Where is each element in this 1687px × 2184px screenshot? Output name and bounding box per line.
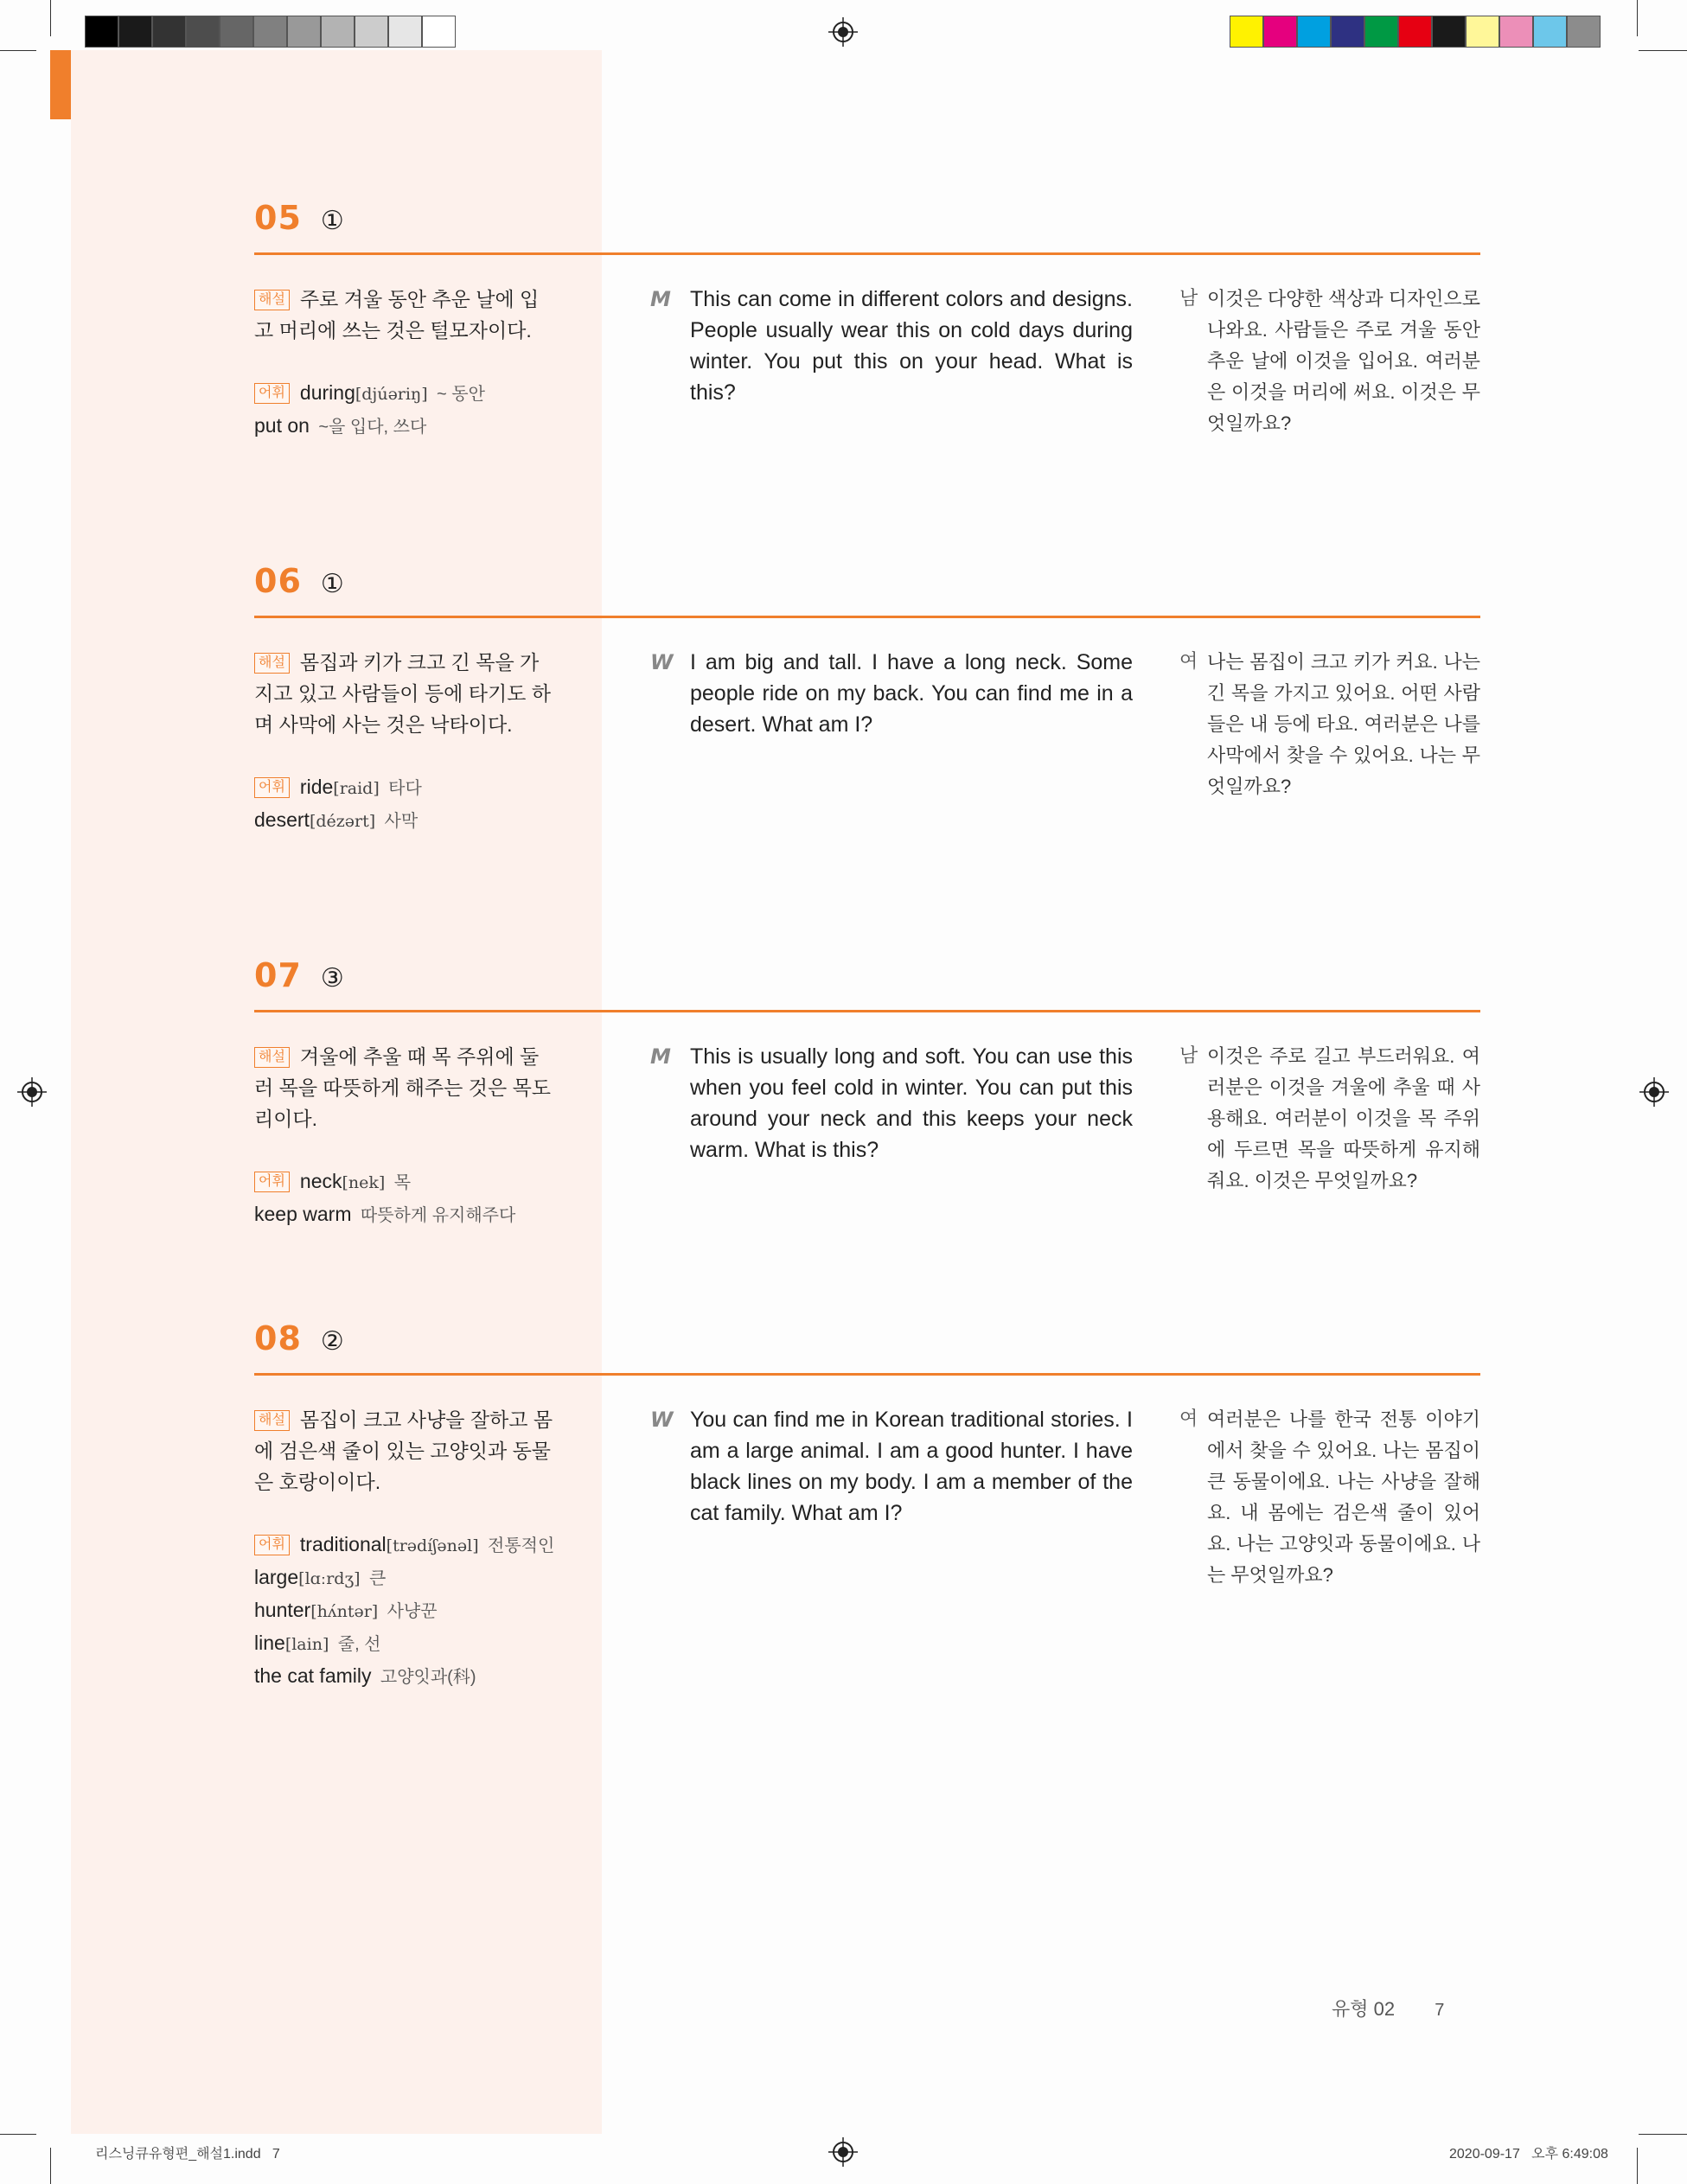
explanation [254,647,555,740]
korean-translation: 나는 몸집이 크고 키가 커요. 나는 긴 목을 가지고 있어요. 어떤 사람들은 내 등에 타요. 여러분은 나를 사막에서 찾을 수 있어요. 나는 무엇일까요? [1207,651,1480,797]
vocab-list [254,1529,566,1693]
vocab-word: traditional [299,1533,387,1555]
crop-mark [0,50,36,51]
vocab-word: hunter [254,1599,311,1621]
registration-mark-icon [17,1077,47,1107]
korean-translation: 이것은 다양한 색상과 디자인으로 나와요. 사람들은 주로 겨울 동안 추운 날에 이것을 입어요. 여러분은 이것을 머리에 써요. 이것은 무엇일까요? [1207,288,1480,434]
registration-mark-icon [828,17,858,47]
explanation-text: 주로 겨울 동안 추운 날에 입고 머리에 쓰는 것은 털모자이다. [254,288,540,342]
registration-mark-icon [1639,1077,1669,1107]
vocab-word: line [254,1632,285,1654]
footer-page-number: 7 [1435,2001,1445,2020]
vocab-meaning: ~을 입다, 쓰다 [318,418,427,437]
explanation-badge: 해설 [254,653,290,674]
vocab-list [254,1165,566,1231]
vocab-entry [254,1165,566,1198]
slug-file-name: 리스닝큐유형편_해설1.indd 7 [95,2147,280,2162]
korean-speaker-label: 여 [1179,650,1198,672]
vocab-meaning: 줄, 선 [337,1635,381,1654]
color-swatch [1364,16,1398,48]
crop-mark [50,0,51,36]
color-swatch [422,16,456,48]
question-divider [254,616,1480,618]
vocab-meaning: 사냥꾼 [387,1602,438,1621]
korean-speaker-label: 남 [1179,287,1198,309]
registration-mark-icon [828,2137,858,2167]
vocab-pronunciation: [lain] [284,1635,329,1654]
korean-translation: 이것은 주로 길고 부드러워요. 여러분은 이것을 겨울에 추울 때 사용해요. 여러분이 이것을 목 주위에 두르면 목을 따뜻하게 유지해줘요. 이것은 무엇일까요? [1207,1045,1480,1191]
vocab-word: during [299,381,355,404]
color-swatch [118,16,152,48]
color-swatch [85,16,118,48]
crop-mark [1637,0,1638,36]
vocab-word: the cat family [254,1664,372,1687]
explanation-text: 몸집이 크고 사냥을 잘하고 몸에 검은색 줄이 있는 고양잇과 동물은 호랑이이다. [254,1408,553,1493]
color-swatch [1432,16,1466,48]
explanation [254,1404,555,1498]
explanation-text: 몸집과 키가 크고 긴 목을 가지고 있고 사람들이 등에 타기도 하며 사막에 사는 것은 낙타이다. [254,651,552,736]
korean-speaker-label: 여 [1179,1408,1198,1429]
answer-choice: ① [320,207,344,235]
color-swatch [186,16,220,48]
color-swatch [287,16,321,48]
vocab-entry [254,377,566,410]
vocab-list [254,377,566,443]
vocab-pronunciation: [dézərt] [309,812,376,831]
question-number: 05 [254,199,302,237]
vocab-pronunciation: [nek] [342,1173,386,1192]
question-header [254,956,344,994]
explanation [254,284,555,346]
vocab-pronunciation: [djúəriŋ] [355,385,428,404]
vocab-badge: 어휘 [254,1172,290,1192]
crop-mark [1637,2148,1638,2184]
question-number: 07 [254,956,302,994]
explanation-badge: 해설 [254,290,290,310]
vocab-word: neck [299,1170,342,1192]
question-header [254,199,344,237]
vocab-list [254,771,566,837]
vocab-meaning: 전통적인 [488,1536,555,1555]
listening-script: You can find me in Korean traditional stories. I am a large animal. I am a good hunter. I have black lines on my body. I am a member of the cat family. What am I? [690,1408,1133,1525]
vocab-entry [254,1660,566,1693]
vocab-meaning: 고양잇과(科) [380,1668,476,1687]
color-swatch [1398,16,1432,48]
color-swatch [220,16,253,48]
answer-choice: ① [320,570,344,598]
vocab-meaning: 사막 [384,812,419,831]
explanation-badge: 해설 [254,1047,290,1068]
color-swatch [1331,16,1364,48]
vocab-word: large [254,1566,299,1588]
crop-mark [1639,50,1687,51]
color-swatch [1230,16,1263,48]
section-tab-marker [50,50,71,119]
process-color-bar [1230,16,1601,48]
answer-choice: ② [320,1327,344,1356]
vocab-pronunciation: [raid] [333,779,380,798]
listening-script: This can come in different colors and designs. People usually wear this on cold days during winter. You put this on your head. What is this? [690,287,1133,405]
slug-timestamp: 2020-09-17 오후 6:49:08 [1449,2147,1608,2162]
question-header [254,562,344,600]
color-swatch [1499,16,1533,48]
vocab-pronunciation: [hʌ́ntər] [310,1602,379,1621]
question-divider [254,1373,1480,1376]
explanation-badge: 해설 [254,1410,290,1431]
grayscale-color-bar [85,16,456,48]
vocab-pronunciation: [lɑːrdʒ] [298,1569,361,1588]
explanation [254,1041,555,1134]
color-swatch [1533,16,1567,48]
vocab-badge: 어휘 [254,383,290,404]
speaker-label: M [650,287,671,311]
color-swatch [321,16,355,48]
question-header [254,1319,344,1357]
vocab-entry [254,1561,566,1594]
vocab-word: keep warm [254,1203,352,1225]
vocab-badge: 어휘 [254,777,290,798]
speaker-label: M [650,1044,671,1069]
color-swatch [152,16,186,48]
color-swatch [253,16,287,48]
color-swatch [1297,16,1331,48]
vocab-entry [254,1594,566,1627]
vocab-word: desert [254,808,310,831]
question-divider [254,1010,1480,1012]
vocab-meaning: 타다 [388,779,422,798]
question-divider [254,252,1480,255]
vocab-meaning: 따뜻하게 유지해주다 [360,1206,516,1225]
color-swatch [1263,16,1297,48]
vocab-entry [254,1529,566,1561]
vocab-entry [254,1198,566,1231]
color-swatch [1567,16,1601,48]
listening-script: This is usually long and soft. You can use this when you feel cold in winter. You can put this around your neck and this keeps your neck warm. What is this? [690,1044,1133,1162]
answer-choice: ③ [320,964,344,993]
page-footer [1332,1995,1444,2021]
listening-script: I am big and tall. I have a long neck. Some people ride on my back. You can find me in a desert. What am I? [690,650,1133,737]
vocab-meaning: 목 [393,1173,412,1192]
explanation-text: 겨울에 추울 때 목 주위에 둘러 목을 따뜻하게 해주는 것은 목도리이다. [254,1045,552,1130]
crop-mark [1639,2134,1687,2135]
vocab-pronunciation: [trədíʃənəl] [386,1536,479,1555]
vocab-entry [254,410,566,443]
vocab-badge: 어휘 [254,1535,290,1555]
crop-mark [0,2134,36,2135]
vocab-meaning: 큰 [368,1569,387,1588]
vocab-entry [254,804,566,837]
speaker-label: W [650,650,674,674]
color-swatch [388,16,422,48]
korean-speaker-label: 남 [1179,1044,1198,1066]
vocab-entry [254,771,566,804]
question-number: 08 [254,1319,302,1357]
vocab-meaning: ~ 동안 [437,385,485,404]
vocab-word: ride [299,776,334,798]
vocab-word: put on [254,414,310,437]
question-number: 06 [254,562,302,600]
footer-section-label: 유형 02 [1332,1998,1396,2020]
crop-mark [50,2148,51,2184]
color-swatch [355,16,388,48]
color-swatch [1466,16,1499,48]
vocab-entry [254,1627,566,1660]
speaker-label: W [650,1408,674,1432]
korean-translation: 여러분은 나를 한국 전통 이야기에서 찾을 수 있어요. 나는 몸집이 큰 동물이에요. 나는 사냥을 잘해요. 내 몸에는 검은색 줄이 있어요. 나는 고양잇과 동물이에요. 나는 무엇일까요? [1207,1408,1480,1586]
